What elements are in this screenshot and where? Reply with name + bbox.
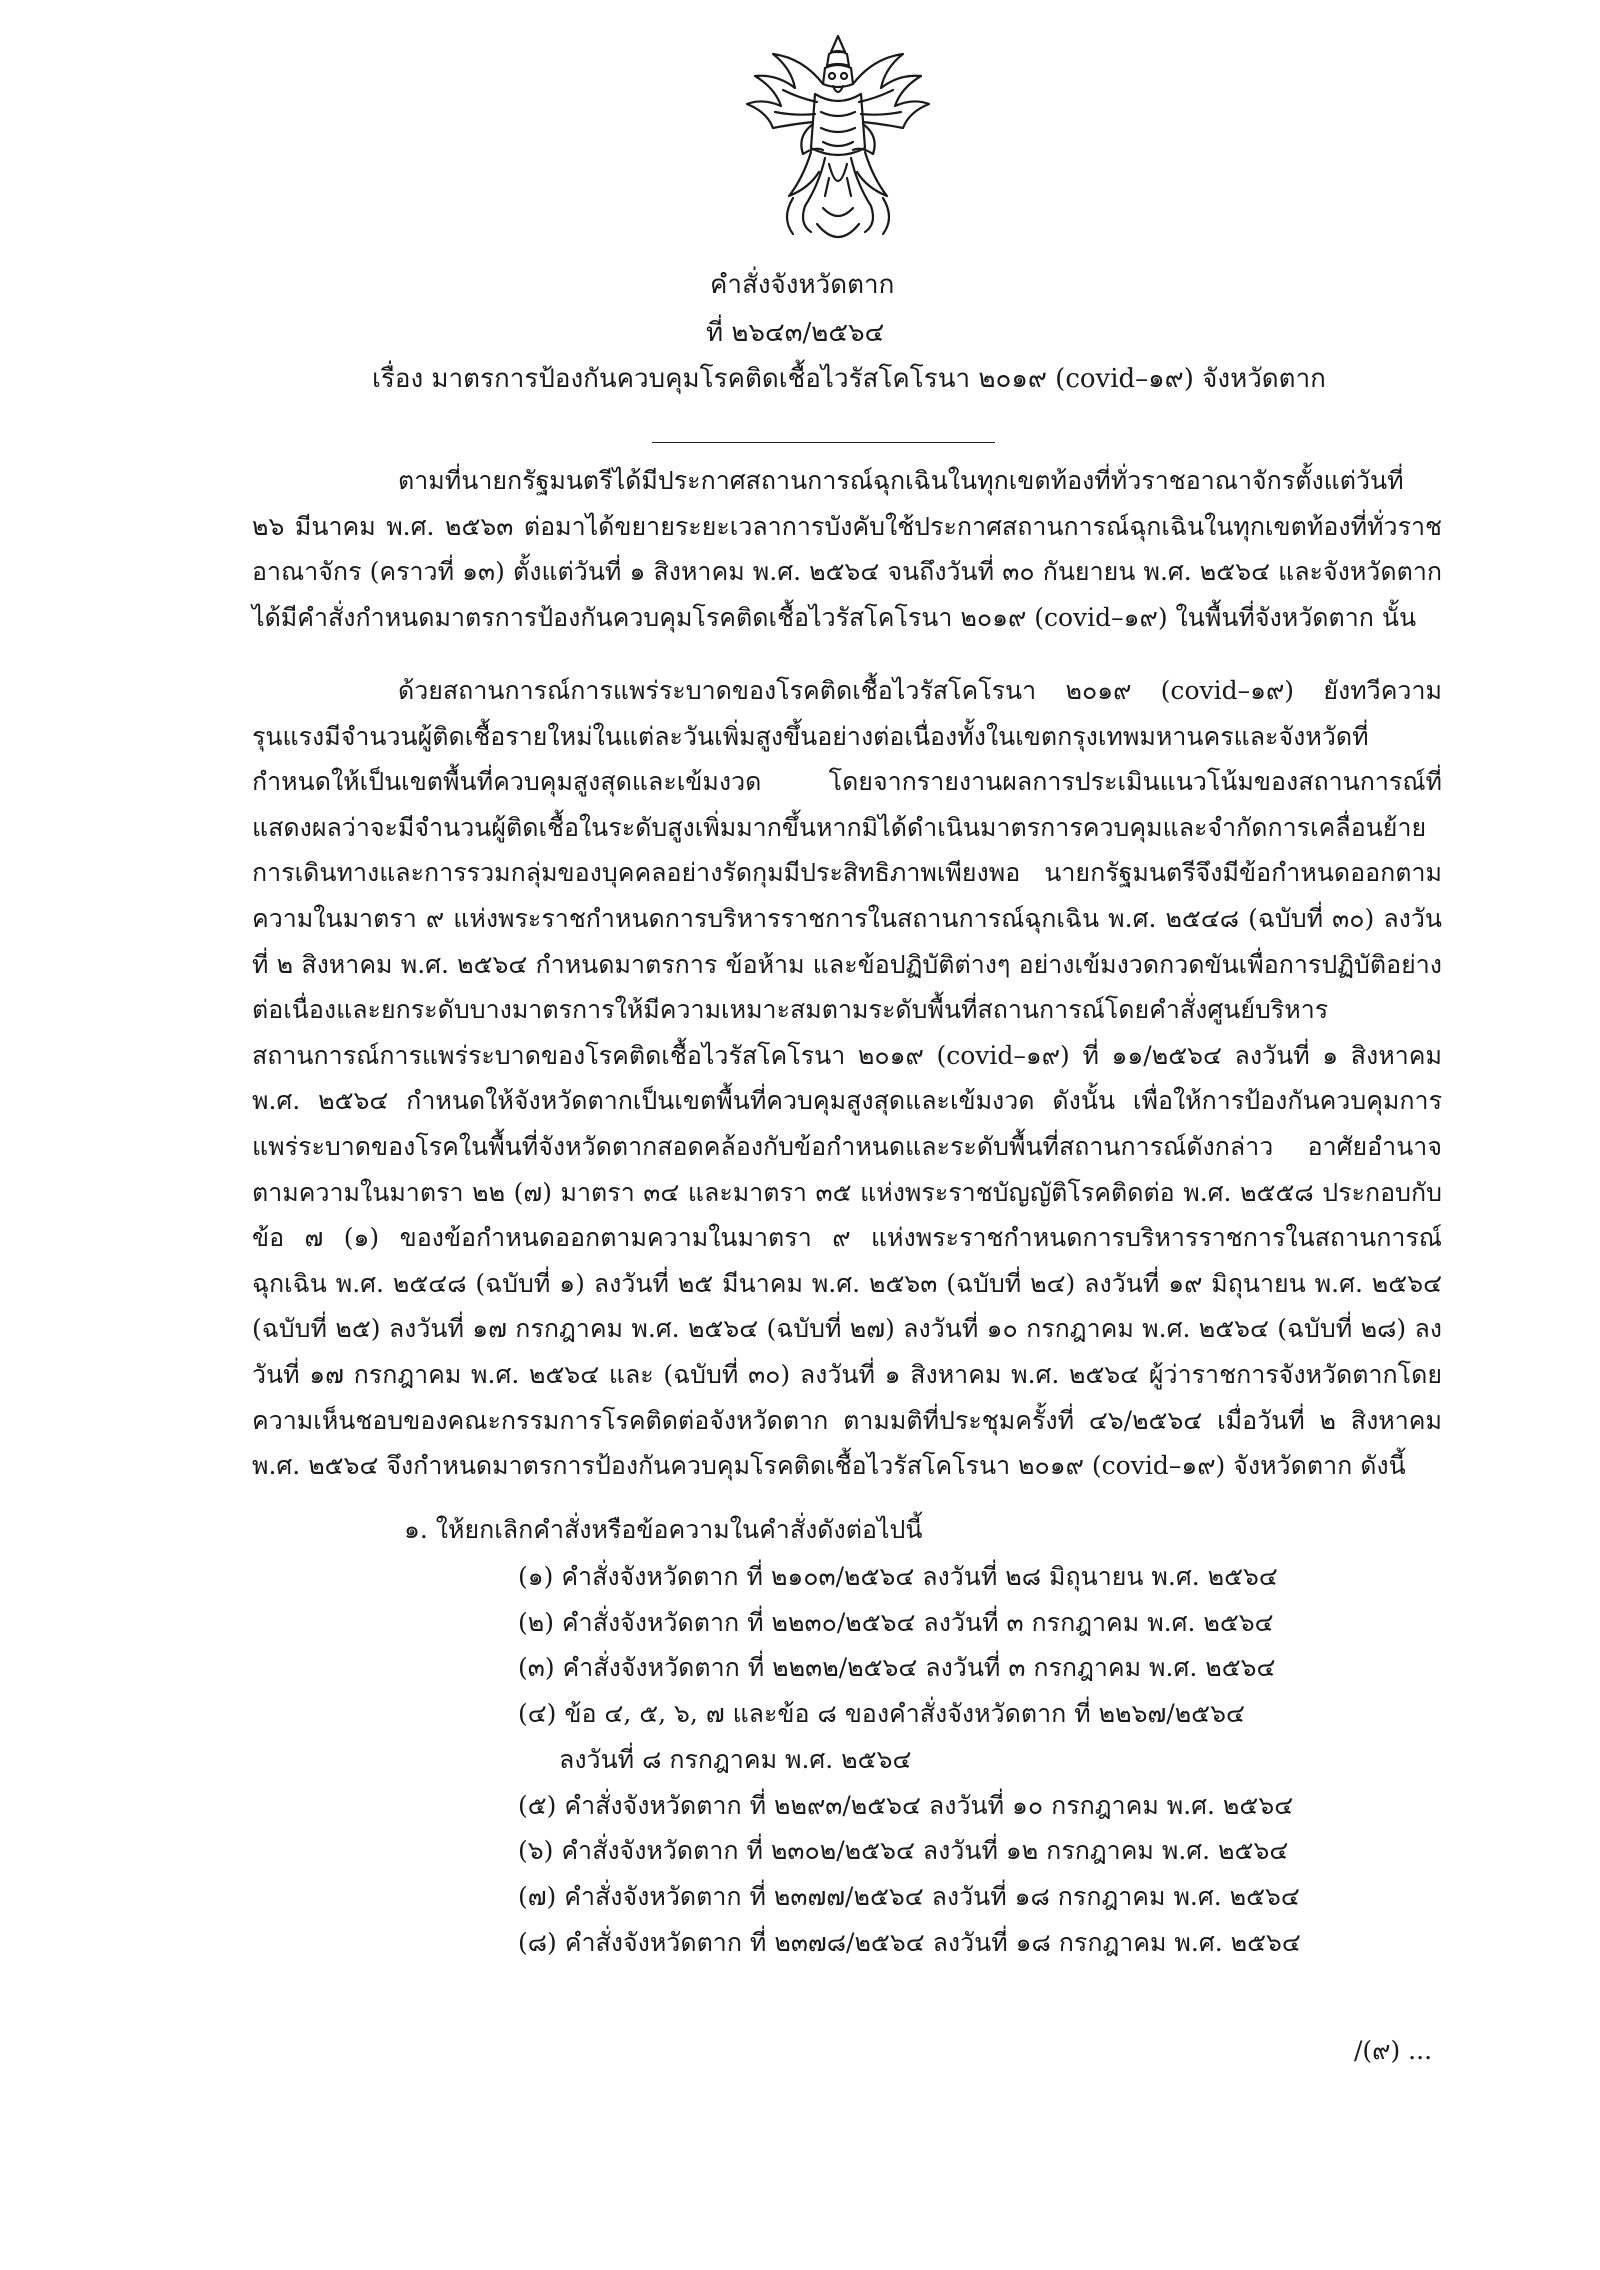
order-number: ที่ ๒๖๔๓/๒๕๖๔ xyxy=(706,318,885,348)
revoked-item: (๗) คำสั่งจังหวัดตาก ที่ ๒๓๗๗/๒๕๖๔ ลงวันที่ ๑๘ กรกฎาคม พ.ศ. ๒๕๖๔ xyxy=(518,1882,1300,1911)
section-1-heading: ๑. ให้ยกเลิกคำสั่งหรือข้อความในคำสั่งดังต่อไปนี้ xyxy=(404,1515,923,1544)
revoked-item: (๖) คำสั่งจังหวัดตาก ที่ ๒๓๐๒/๒๕๖๔ ลงวันที่ ๑๒ กรกฎาคม พ.ศ. ๒๕๖๔ xyxy=(518,1836,1289,1865)
revoked-item: (๒) คำสั่งจังหวัดตาก ที่ ๒๒๓๐/๒๕๖๔ ลงวันที่ ๓ กรกฎาคม พ.ศ. ๒๕๖๔ xyxy=(518,1608,1274,1637)
revoked-item: (๕) คำสั่งจังหวัดตาก ที่ ๒๒๙๓/๒๕๖๔ ลงวันที่ ๑๐ กรกฎาคม พ.ศ. ๒๕๖๔ xyxy=(518,1791,1294,1820)
continuation-marker: /(๙) ... xyxy=(1354,2036,1433,2065)
revoked-item: (๔) ข้อ ๔, ๕, ๖, ๗ และข้อ ๘ ของคำสั่งจังหวัดตาก ที่ ๒๒๖๗/๒๕๖๔ xyxy=(518,1699,1245,1728)
revoked-item: (๓) คำสั่งจังหวัดตาก ที่ ๒๒๓๒/๒๕๖๔ ลงวันที่ ๓ กรกฎาคม พ.ศ. ๒๕๖๔ xyxy=(518,1653,1276,1682)
paragraph-1: ตามที่นายกรัฐมนตรีได้มีประกาศสถานการณ์ฉุกเฉินในทุกเขตท้องที่ทั่วราชอาณาจักรตั้งแต่วันที่ ๒๖ มีนาคม พ.ศ. ๒๕๖๓ ต่อมาได้ขยายระยะเวลาการบังคับใช้ประกาศสถานการณ์ฉุกเฉินในทุกเขตท้องที่ทั่วราชอาณาจักร (คราวที่ ๑๓) ตั้งแต่วันที่ ๑ สิงหาคม พ.ศ. ๒๕๖๔ จนถึงวันที่ ๓๐ กันยายน พ.ศ. ๒๕๖๔ และจังหวัดตากได้มีคำสั่งกำหนดมาตรการป้องกันควบคุมโรคติดเชื้อไวรัสโคโรนา ๒๐๑๙ (covid–๑๙) ในพื้นที่จังหวัดตาก นั้น xyxy=(252,466,1442,632)
revoked-item: (๘) คำสั่งจังหวัดตาก ที่ ๒๓๗๘/๒๕๖๔ ลงวันที่ ๑๘ กรกฎาคม พ.ศ. ๒๕๖๔ xyxy=(518,1928,1301,1957)
order-subject: เรื่อง มาตรการป้องกันควบคุมโรคติดเชื้อไวรัสโคโรนา ๒๐๑๙ (covid–๑๙) จังหวัดตาก xyxy=(372,364,1326,394)
header-divider xyxy=(652,442,995,443)
revoked-item-continuation: ลงวันที่ ๘ กรกฎาคม พ.ศ. ๒๕๖๔ xyxy=(559,1745,912,1774)
paragraph-2: ด้วยสถานการณ์การแพร่ระบาดของโรคติดเชื้อไวรัสโคโรนา ๒๐๑๙ (covid–๑๙) ยังทวีความรุนแรงมีจำนวนผู้ติดเชื้อรายใหม่ในแต่ละวันเพิ่มสูงขึ้นอย่างต่อเนื่องทั้งในเขตกรุงเทพมหานครและจังหวัดที่กำหนดให้เป็นเขตพื้นที่ควบคุมสูงสุดและเข้มงวด โดยจากรายงานผลการประเมินแนวโน้มของสถานการณ์ที่แสดงผลว่าจะมีจำนวนผู้ติดเชื้อในระดับสูงเพิ่มมากขึ้นหากมิได้ดำเนินมาตรการควบคุมและจำกัดการเคลื่อนย้ายการเดินทางและการรวมกลุ่มของบุคคลอย่างรัดกุมมีประสิทธิภาพเพียงพอ นายกรัฐมนตรีจึงมีข้อกำหนดออกตามความในมาตรา ๙ แห่งพระราชกำหนดการบริหารราชการในสถานการณ์ฉุกเฉิน พ.ศ. ๒๕๔๘ (ฉบับที่ ๓๐) ลงวันที่ ๒ สิงหาคม พ.ศ. ๒๕๖๔ กำหนดมาตรการ ข้อห้าม และข้อปฏิบัติต่างๆ อย่างเข้มงวดกวดขันเพื่อการปฏิบัติอย่างต่อเนื่องและยกระดับบางมาตรการให้มีความเหมาะสมตามระดับพื้นที่สถานการณ์โดยคำสั่งศูนย์บริหารสถานการณ์การแพร่ระบาดของโรคติดเชื้อไวรัสโคโรนา ๒๐๑๙ (covid–๑๙) ที่ ๑๑/๒๕๖๔ ลงวันที่ ๑ สิงหาคม พ.ศ. ๒๕๖๔ กำหนดให้จังหวัดตากเป็นเขตพื้นที่ควบคุมสูงสุดและเข้มงวด ดังนั้น เพื่อให้การป้องกันควบคุมการแพร่ระบาดของโรคในพื้นที่จังหวัดตากสอดคล้องกับข้อกำหนดและระดับพื้นที่สถานการณ์ดังกล่าว อาศัยอำนาจตามความในมาตรา ๒๒ (๗) มาตรา ๓๔ และมาตรา ๓๕ แห่งพระราชบัญญัติโรคติดต่อ พ.ศ. ๒๕๕๘ ประกอบกับข้อ ๗ (๑) ของข้อกำหนดออกตามความในมาตรา ๙ แห่งพระราชกำหนดการบริหารราชการในสถานการณ์ฉุกเฉิน พ.ศ. ๒๕๔๘ (ฉบับที่ ๑) ลงวันที่ ๒๕ มีนาคม พ.ศ. ๒๕๖๓ (ฉบับที่ ๒๔) ลงวันที่ ๑๙ มิถุนายน พ.ศ. ๒๕๖๔ (ฉบับที่ ๒๕) ลงวันที่ ๑๗ กรกฎาคม พ.ศ. ๒๕๖๔ (ฉบับที่ ๒๗) ลงวันที่ ๑๐ กรกฎาคม พ.ศ. ๒๕๖๔ (ฉบับที่ ๒๘) ลงวันที่ ๑๗ กรกฎาคม พ.ศ. ๒๕๖๔ และ (ฉบับที่ ๓๐) ลงวันที่ ๑ สิงหาคม พ.ศ. ๒๕๖๔ ผู้ว่าราชการจังหวัดตากโดยความเห็นชอบของคณะกรรมการโรคติดต่อจังหวัดตาก ตามมติที่ประชุมครั้งที่ ๔๖/๒๕๖๔ เมื่อวันที่ ๒ สิงหาคม พ.ศ. ๒๕๖๔ จึงกำหนดมาตรการป้องกันควบคุมโรคติดเชื้อไวรัสโคโรนา ๒๐๑๙ (covid–๑๙) จังหวัดตาก ดังนี้ xyxy=(252,676,1442,1481)
garuda-emblem-icon xyxy=(733,28,943,256)
revoked-item: (๑) คำสั่งจังหวัดตาก ที่ ๒๑๐๓/๒๕๖๔ ลงวันที่ ๒๘ มิถุนายน พ.ศ. ๒๕๖๔ xyxy=(518,1562,1278,1591)
order-title: คำสั่งจังหวัดตาก xyxy=(710,270,895,300)
